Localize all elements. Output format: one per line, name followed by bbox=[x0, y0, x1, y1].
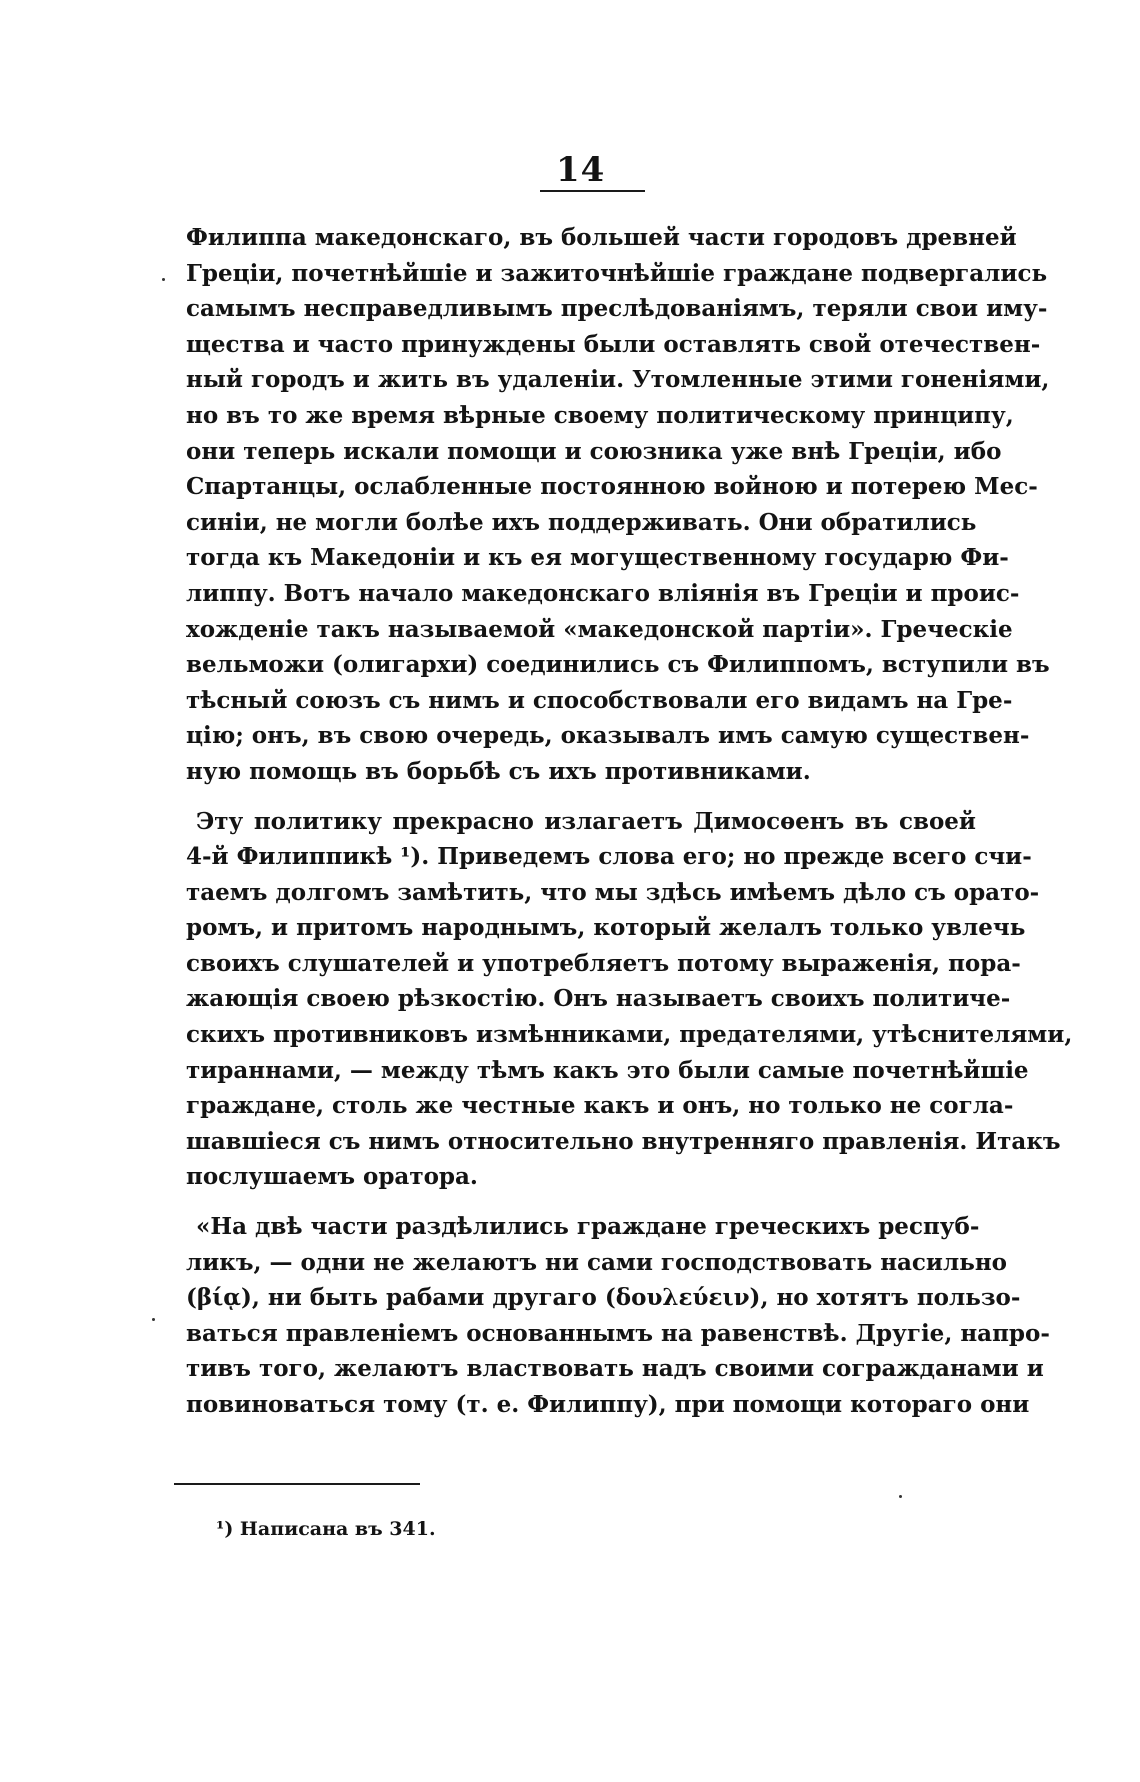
text-line: граждане, столь же честные какъ и онъ, но только не согла- bbox=[186, 1092, 1014, 1120]
body-text bbox=[186, 220, 1073, 1423]
text-line: (βίᾳ), ни быть рабами другаго (δουλεύειν), но хотятъ пользо- bbox=[186, 1284, 1021, 1312]
scan-speck bbox=[152, 1318, 155, 1321]
paragraph-gap bbox=[186, 790, 976, 804]
text-line: Эту политику прекрасно излагаетъ Димосѳенъ въ своей bbox=[196, 807, 976, 835]
text-line: 4-й Филиппикѣ ¹). Приведемъ слова его; но прежде всего счи- bbox=[186, 843, 1032, 871]
text-line: цію; онъ, въ свою очередь, оказывалъ имъ самую существен- bbox=[186, 722, 1030, 750]
text-line: Филиппа македонскаго, въ большей части городовъ древней bbox=[186, 224, 1017, 251]
scan-speck bbox=[162, 278, 165, 281]
scan-speck bbox=[899, 1495, 902, 1498]
footnote-rule bbox=[174, 1483, 420, 1485]
text-line: повиноваться тому (т. е. Филиппу), при помощи котораго они bbox=[186, 1391, 1030, 1418]
text-line: липпу. Вотъ начало македонскаго вліянія въ Греціи и проис- bbox=[186, 579, 1020, 607]
text-line: ный городъ и жить въ удаленіи. Утомленные этими гоненіями, bbox=[186, 366, 1050, 394]
paragraph-1 bbox=[186, 220, 1050, 790]
text-line: Греціи, почетнѣйшіе и зажиточнѣйшіе граждане подвергались bbox=[186, 259, 1048, 287]
text-line: хожденіе такъ называемой «македонской партіи». Греческіе bbox=[186, 615, 1013, 643]
text-line: тѣсный союзъ съ нимъ и способствовали его видамъ на Гре- bbox=[186, 686, 1013, 714]
paragraph-2 bbox=[186, 804, 1073, 1196]
text-line: они теперь искали помощи и союзника уже внѣ Греціи, ибо bbox=[186, 437, 1002, 465]
text-line: ромъ, и притомъ народнымъ, который желалъ только увлечь bbox=[186, 914, 1026, 942]
text-line: но въ то же время вѣрные своему политическому принципу, bbox=[186, 401, 1014, 429]
text-line: «На двѣ части раздѣлились граждане греческихъ респуб- bbox=[196, 1213, 980, 1241]
text-line: скихъ противниковъ измѣнниками, предателями, утѣснителями, bbox=[186, 1021, 1073, 1049]
text-line: своихъ слушателей и употребляетъ потому выраженія, пора- bbox=[186, 949, 1021, 977]
footnote: ¹) Написана въ 341. bbox=[216, 1518, 436, 1540]
text-line: ликъ, — одни не желаютъ ни сами господствовать насильно bbox=[186, 1248, 1007, 1276]
text-line: самымъ несправедливымъ преслѣдованіямъ, теряли свои иму- bbox=[186, 295, 1048, 323]
text-line: ваться правленіемъ основаннымъ на равенствѣ. Другіе, напро- bbox=[186, 1319, 1050, 1347]
paragraph-3 bbox=[186, 1209, 1050, 1423]
text-line: жающія своею рѣзкостію. Онъ называетъ своихъ политиче- bbox=[186, 985, 1011, 1013]
text-line: таемъ долгомъ замѣтить, что мы здѣсь имѣемъ дѣло съ орато- bbox=[186, 878, 1040, 906]
page-number: 14 bbox=[556, 150, 606, 190]
text-line: тивъ того, желаютъ властвовать надъ своими согражданами и bbox=[186, 1355, 1044, 1383]
text-line: Спартанцы, ослабленные постоянною войною и потерею Мес- bbox=[186, 473, 1038, 501]
text-line: тогда къ Македоніи и къ ея могущественному государю Фи- bbox=[186, 544, 1009, 572]
header-rule bbox=[540, 190, 645, 192]
text-line: шавшіеся съ нимъ относительно внутренняго правленія. Итакъ bbox=[186, 1127, 1061, 1155]
text-line: щества и часто принуждены были оставлять свой отечествен- bbox=[186, 330, 1041, 358]
text-line: послушаемъ оратора. bbox=[186, 1163, 478, 1191]
text-line: ную помощь въ борьбѣ съ ихъ противниками. bbox=[186, 757, 811, 785]
text-line: тираннами, — между тѣмъ какъ это были самые почетнѣйшіе bbox=[186, 1056, 1029, 1084]
text-line: синіи, не могли болѣе ихъ поддерживать. Они обратились bbox=[186, 508, 977, 536]
paragraph-gap bbox=[186, 1195, 976, 1209]
text-line: вельможи (олигархи) соединились съ Филиппомъ, вступили въ bbox=[186, 651, 1050, 679]
